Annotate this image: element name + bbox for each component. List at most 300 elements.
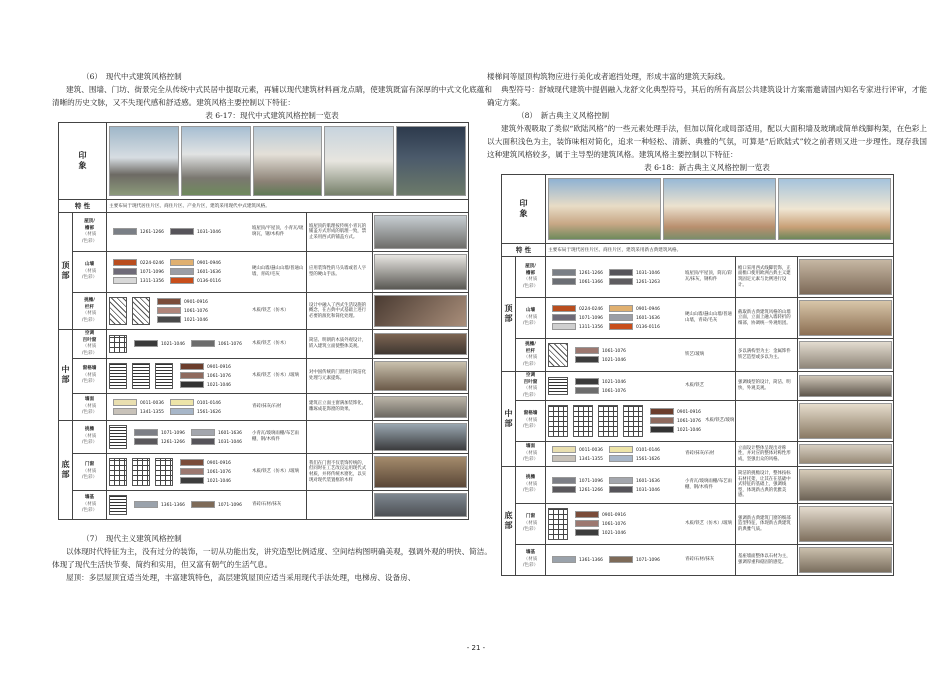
color-swatch — [609, 477, 660, 485]
color-code: 1261-1266 — [579, 487, 603, 493]
color-swatch — [113, 259, 164, 267]
pattern-swatch — [155, 458, 173, 486]
color-code: 0101-0146 — [196, 400, 221, 406]
table-row — [502, 339, 894, 372]
color-code: 1061-1076 — [602, 348, 626, 354]
material-cell — [546, 372, 736, 401]
element-name: 窗格墙 — [523, 411, 538, 417]
element-name: 屋顶/ 檐部 — [525, 264, 536, 276]
impression-photo — [253, 126, 323, 196]
element-name-cell — [516, 298, 546, 339]
color-chip — [650, 426, 674, 433]
pattern-swatch — [132, 297, 150, 325]
section-mid-label: 中 部 — [59, 330, 73, 421]
material-text: 硬山山墙/悬山山墙/普通山墙，青砖/毛灰 — [685, 312, 732, 323]
color-swatches — [157, 298, 248, 324]
continued-paragraph: 楼梯间等屋顶构筑物应进行美化或者遮挡处理，形成丰富的建筑天际线。 — [487, 72, 730, 81]
color-swatches — [180, 363, 248, 389]
note-cell: 强调新古典建筑门窗的细部造型特征，体现新古典建筑的典雅气质。 — [736, 504, 798, 545]
color-code: 1061-1076 — [602, 388, 626, 394]
color-swatch — [650, 417, 701, 425]
element-name-cell — [516, 257, 546, 298]
table-row — [59, 330, 469, 359]
pattern-swatch — [132, 458, 150, 486]
impression-photo — [778, 178, 891, 240]
material-text: 木质/铁艺（仿木） — [252, 341, 289, 347]
impression-photo — [181, 126, 251, 196]
color-swatches — [113, 228, 248, 236]
impression-photo — [663, 178, 776, 240]
example-photo — [799, 469, 892, 501]
table-row — [502, 257, 894, 298]
color-chip — [650, 408, 674, 415]
impression-photo — [396, 126, 466, 196]
color-swatch — [575, 387, 626, 395]
example-photo — [374, 333, 467, 355]
color-swatches — [134, 340, 248, 348]
table-618 — [501, 174, 893, 576]
color-swatch — [170, 268, 221, 276]
sec6-title: （6） 现代中式建筑风格控制 — [82, 72, 182, 81]
table-row — [59, 252, 469, 293]
color-chip — [191, 501, 215, 508]
color-chip — [575, 387, 599, 394]
color-code: 1021-1046 — [602, 531, 626, 536]
color-swatch — [609, 455, 660, 463]
color-chip — [170, 277, 194, 284]
material-cell — [107, 394, 307, 421]
color-chip — [157, 307, 181, 314]
color-swatch — [170, 408, 221, 416]
note-cell — [307, 421, 373, 454]
table-row — [59, 454, 469, 491]
color-swatch — [650, 426, 701, 434]
sec7-paragraph-2: 屋顶：多层屋顶宜适当处理，丰富建筑特色，高层建筑屋顶应适当采用现代手法处理，电梯房、设备房、 — [66, 573, 416, 582]
color-swatch — [650, 408, 701, 416]
pattern-swatch — [109, 425, 127, 449]
pattern-swatch — [548, 377, 568, 395]
color-swatch — [180, 477, 231, 485]
element-name: 墙面 — [84, 397, 95, 403]
color-chip — [180, 381, 204, 388]
impression-photo — [548, 178, 661, 240]
color-code: 0901-0916 — [207, 461, 231, 466]
element-name: 墙基 — [84, 495, 95, 501]
color-chip — [575, 529, 599, 536]
pattern-swatch — [548, 405, 568, 437]
element-sub: （材质 /色彩） — [522, 386, 539, 398]
material-text: 小青瓦/玻璃雨棚/布艺雨棚，钢/木构件 — [252, 431, 299, 442]
section-bottom-label: 底 部 — [502, 467, 516, 576]
example-photo-cell — [798, 504, 894, 545]
element-sub: （材质 /色彩） — [522, 450, 539, 463]
color-chip — [575, 347, 599, 354]
color-chip — [157, 316, 181, 323]
color-chip — [113, 268, 137, 275]
example-photo — [799, 300, 892, 336]
table-row — [59, 213, 469, 252]
example-photo — [799, 341, 892, 369]
color-code: 0901-0916 — [207, 365, 231, 370]
material-text: 坡屋顶/平屋顶，小青瓦/琉璃瓦，钢/木构件 — [252, 226, 304, 237]
impression-photo — [324, 126, 394, 196]
example-photo-cell — [798, 298, 894, 339]
sec6-paragraph: 建筑、围墙、门坊、街景完全从传统中式民居中提取元素，再辅以现代建筑材料画龙点睛，使建筑既富有深厚的中式文化底蕴和清晰的历史文脉，又不失现代感和舒适感。建筑风格主要控制以下特征： — [52, 85, 492, 107]
pattern-swatch — [573, 405, 593, 437]
example-photo-cell — [373, 330, 469, 359]
color-code: 0901-0916 — [184, 300, 208, 305]
color-code: 1071-1096 — [635, 558, 660, 563]
material-cell — [107, 330, 307, 359]
color-chip — [180, 459, 204, 466]
element-sub: （材质 /色彩） — [522, 520, 539, 533]
element-name: 屋顶/ 檐部 — [84, 219, 95, 231]
color-code: 1361-1366 — [161, 503, 185, 508]
example-photo — [799, 547, 892, 573]
color-swatch — [191, 501, 242, 509]
material-text: 小青瓦/玻璃雨棚/布艺雨棚，钢/木构件 — [685, 479, 732, 490]
element-name-cell — [73, 491, 107, 520]
color-chip — [609, 323, 633, 330]
color-code: 1601-1636 — [217, 430, 242, 436]
material-text: 木质/铁艺（仿木）/玻璃 — [252, 373, 299, 379]
color-swatch — [180, 468, 231, 476]
color-swatch — [575, 378, 626, 386]
element-name: 门窗 — [84, 462, 95, 468]
color-swatch — [609, 446, 660, 454]
color-swatch — [157, 298, 208, 306]
table-row — [59, 421, 469, 454]
color-code: 1601-1636 — [635, 478, 660, 484]
note-cell: 对中国传统的门窗进行简洁化处理与元素提炼。 — [307, 359, 373, 394]
color-swatch — [552, 556, 603, 564]
element-name-cell — [516, 339, 546, 372]
color-chip — [575, 511, 599, 518]
table-row — [59, 394, 469, 421]
color-chip — [170, 268, 194, 275]
element-sub: （材质 /色彩） — [81, 403, 98, 416]
color-swatch — [609, 314, 660, 322]
sec7-title: （7） 现代主义建筑风格控制 — [82, 534, 182, 543]
element-sub: （材质 /色彩） — [81, 268, 98, 281]
color-chip — [113, 228, 137, 235]
color-code: 1261-1266 — [140, 230, 164, 235]
color-swatch — [575, 356, 626, 364]
color-swatches — [134, 501, 248, 509]
element-sub: （材质 /色彩） — [81, 311, 98, 323]
element-name: 空调 百叶窗 — [82, 331, 97, 343]
color-swatch — [575, 347, 626, 355]
element-name-cell — [516, 372, 546, 401]
color-chip — [609, 314, 633, 321]
color-swatch — [575, 529, 626, 537]
color-chip — [609, 446, 633, 453]
material-text: 青砖/抹灰/石材 — [252, 404, 282, 410]
symbol-paragraph: 典型符号：舒城现代建筑中提倡融入龙舒文化典型符号，其后的所有高层公共建筑设计方案需邀请国内知名专家进行评审，才能确定方案。 — [487, 85, 927, 107]
color-swatch — [552, 455, 603, 463]
color-code: 1071-1096 — [161, 430, 185, 436]
impression-label: 印 象 — [502, 175, 546, 244]
element-name: 挑檐 — [525, 475, 536, 481]
color-swatch — [180, 363, 231, 371]
color-chip — [552, 455, 576, 462]
example-photo-cell — [373, 293, 469, 330]
color-swatch — [157, 307, 208, 315]
color-swatch — [170, 277, 221, 285]
element-name-cell — [73, 454, 107, 491]
element-name: 山墙 — [84, 262, 95, 268]
element-sub: （材质 /色彩） — [81, 433, 98, 446]
example-photo — [799, 506, 892, 542]
color-code: 0011-0036 — [579, 447, 603, 453]
example-photo — [374, 361, 467, 391]
feature-label: 特 性 — [59, 200, 107, 213]
color-chip — [157, 298, 181, 305]
color-code: 0901-0916 — [677, 410, 701, 415]
color-code: 1021-1046 — [207, 479, 231, 484]
color-chip — [609, 305, 633, 312]
color-chip — [113, 408, 137, 415]
color-code: 0224-0246 — [140, 261, 164, 266]
note-cell: 应用装饰性的马头墙或者人字型的硬山手法。 — [307, 252, 373, 293]
note-cell: 我们在门窗不仅装饰传统的，但同时在工艺改良运用现代式材质，并将传统木窗化，以实现对现代装置框的木样 — [307, 454, 373, 491]
table-618-caption: 表 6-18：新古典主义风格控制一览表 — [644, 163, 770, 172]
color-code: 0101-0146 — [635, 447, 660, 453]
color-code: 1031-1046 — [635, 270, 660, 276]
example-photo-cell — [798, 257, 894, 298]
color-chip — [650, 417, 674, 424]
color-swatch — [180, 381, 231, 389]
color-swatches — [552, 446, 681, 463]
sec7-paragraph-1: 以体现时代特征为主，没有过分的装饰，一切从功能出发，讲究造型比例适度、空间结构图明确美观，强调外观的明快、简洁。体现了现代生活快节奏、简约和实用，但又富有朝气的生活气息。 — [52, 547, 492, 569]
color-chip — [113, 399, 137, 406]
pattern-swatch — [109, 335, 127, 353]
material-cell — [107, 454, 307, 491]
color-swatches — [134, 429, 248, 446]
table-row — [59, 491, 469, 520]
color-swatch — [157, 316, 208, 324]
color-chip — [134, 438, 158, 445]
color-chip — [170, 228, 194, 235]
example-photo — [799, 259, 892, 295]
style-table — [501, 174, 894, 576]
color-code: 1311-1356 — [579, 325, 603, 330]
table-row — [59, 293, 469, 330]
element-name: 挑檐/ 栏杆 — [84, 298, 95, 310]
color-chip — [552, 446, 576, 453]
material-text: 木质/铁艺 — [685, 383, 705, 389]
note-cell: 立面设计整体呈现出对称性，并对应的整体对称性形成，坚强出众的风格。 — [736, 442, 798, 467]
element-name-cell — [516, 467, 546, 504]
element-name: 空调 百叶窗 — [523, 373, 538, 385]
color-swatch — [191, 340, 242, 348]
color-swatches — [113, 399, 248, 416]
color-code: 1071-1096 — [217, 503, 242, 508]
material-cell — [546, 298, 736, 339]
table-617-caption: 表 6-17：现代中式建筑风格控制一览表 — [205, 111, 339, 120]
color-code: 1061-1076 — [207, 470, 231, 475]
note-cell: 强调线型的设计，简洁、明快，外观美观。 — [736, 372, 798, 401]
color-swatch — [609, 278, 660, 286]
color-chip — [609, 278, 633, 285]
color-chip — [134, 340, 158, 347]
section-top-label: 顶 部 — [502, 257, 516, 372]
color-chip — [180, 468, 204, 475]
pattern-swatch — [548, 508, 568, 540]
impression-images — [546, 175, 894, 244]
color-code: 1601-1636 — [196, 270, 221, 275]
color-swatch — [170, 259, 221, 267]
example-photo-cell — [373, 491, 469, 520]
element-name: 墙面 — [525, 444, 536, 450]
note-cell — [736, 401, 798, 442]
example-photo-cell — [373, 359, 469, 394]
element-name: 墙基 — [525, 550, 536, 556]
color-chip — [552, 269, 576, 276]
element-sub: （材质 /色彩） — [522, 277, 539, 289]
element-name-cell — [73, 330, 107, 359]
color-swatch — [575, 511, 626, 519]
color-swatch — [113, 408, 164, 416]
note-cell: 截取新古典建筑风格的山墙立面，立面上融入墙转折的细部，协调统一外观组团。 — [736, 298, 798, 339]
material-text: 铁艺/玻璃 — [685, 352, 705, 358]
color-code: 0901-0916 — [602, 513, 626, 518]
color-code: 1061-1076 — [602, 522, 626, 527]
color-code: 0136-0116 — [635, 325, 660, 330]
color-code: 0901-0946 — [196, 261, 221, 266]
color-code: 1031-1046 — [217, 439, 242, 445]
element-sub: （材质 /色彩） — [81, 232, 98, 244]
color-swatch — [134, 438, 185, 446]
example-photo-cell — [798, 442, 894, 467]
color-swatch — [191, 429, 242, 437]
pattern-swatch — [548, 343, 568, 367]
left-column — [52, 0, 492, 673]
color-swatch — [134, 501, 185, 509]
example-photo-cell — [373, 213, 469, 252]
table-row — [502, 298, 894, 339]
color-code: 1061-1076 — [677, 419, 701, 424]
table-row — [502, 545, 894, 576]
right-column — [487, 0, 927, 673]
table-row — [59, 359, 469, 394]
element-sub: （材质 /色彩） — [81, 501, 98, 514]
impression-photo — [109, 126, 179, 196]
color-chip — [191, 340, 215, 347]
color-swatch — [180, 459, 231, 467]
material-cell — [546, 545, 736, 576]
pattern-swatch — [132, 363, 150, 389]
example-photo-cell — [373, 454, 469, 491]
color-swatches — [113, 259, 248, 285]
material-text: 木质/铁艺（仿木）/玻璃 — [252, 469, 299, 475]
example-photo — [374, 423, 467, 451]
color-swatch — [609, 269, 660, 277]
color-code: 1341-1355 — [579, 456, 603, 462]
style-table — [58, 122, 469, 520]
note-cell: 简洁的挑檐设计，整体按标石材托架，让其在在基础中式特征的基础上，强调线型，体现新古典的优雅美感。 — [736, 467, 798, 504]
color-code: 1071-1096 — [579, 316, 603, 321]
note-cell: 檐口采用西式线脚装饰，正面檐口使用欧洲古典主义建筑固定元素与比例进行设计。 — [736, 257, 798, 298]
color-chip — [170, 399, 194, 406]
color-chip — [609, 269, 633, 276]
section-bottom-label: 底 部 — [59, 421, 73, 520]
element-name-cell — [516, 401, 546, 442]
element-sub: （材质 /色彩） — [522, 355, 539, 367]
color-code: 1311-1356 — [140, 279, 164, 284]
material-text: 青砖/抹灰/石材 — [685, 451, 715, 457]
color-code: 0011-0036 — [140, 400, 164, 406]
color-chip — [170, 259, 194, 266]
example-photo — [799, 375, 892, 397]
element-name: 挑檐/ 栏杆 — [525, 342, 536, 354]
color-swatches — [552, 305, 681, 331]
element-name-cell — [73, 394, 107, 421]
color-chip — [170, 408, 194, 415]
element-sub: （材质 /色彩） — [522, 314, 539, 327]
element-name-cell — [516, 504, 546, 545]
color-code: 1021-1046 — [677, 428, 701, 433]
color-chip — [552, 486, 576, 493]
table-row — [502, 442, 894, 467]
color-swatch — [113, 399, 164, 407]
color-swatches — [575, 347, 681, 364]
note-cell — [307, 491, 373, 520]
material-cell — [546, 401, 736, 442]
color-code: 1561-1626 — [196, 409, 221, 415]
note-cell: 基座墙面整体以石材为主，强调厚重和稳固的感觉。 — [736, 545, 798, 576]
section-mid-label: 中 部 — [502, 372, 516, 467]
color-code: 1341-1355 — [140, 409, 164, 415]
table-row — [502, 504, 894, 545]
material-text: 坡屋顶/平屋顶，筒瓦/彩瓦/抹灰，钢构件 — [685, 271, 732, 282]
element-name-cell — [516, 442, 546, 467]
note-cell: 多以满构型为主：金属饰件铁艺造型或多以为主。 — [736, 339, 798, 372]
element-name: 窗格墙 — [82, 366, 97, 372]
material-text: 木质/铁艺/玻璃 — [704, 418, 735, 424]
color-chip — [552, 278, 576, 285]
color-code: 1021-1046 — [602, 357, 626, 363]
color-chip — [134, 429, 158, 436]
color-chip — [552, 305, 576, 312]
color-code: 1031-1046 — [196, 230, 221, 235]
note-cell: 设计中融入了西式生活设施的概念，在古典中式基础上进行必要的演化和简化处理。 — [307, 293, 373, 330]
material-cell — [546, 257, 736, 298]
note-cell: 建筑正立面主窗满加装饰化，雕琢成花饰窗的效果。 — [307, 394, 373, 421]
page-number: - 21 - — [466, 644, 486, 652]
color-swatches — [552, 556, 681, 564]
color-swatches — [552, 477, 681, 494]
feature-label: 特 性 — [502, 244, 546, 257]
color-code: 0901-0946 — [635, 307, 660, 312]
color-chip — [180, 477, 204, 484]
sec8-paragraph: 建筑外观吸取了类似“欧陆风格”的一些元素处理手法，但加以简化或局部适用，配以大面积墙及玻璃或简单线脚构架，在色彩上以大面积浅色为主，装饰味相对简化，追求一种轻松、清新、典雅的气氛，可算是“后欧陆式”较之前者则又进一步理性。现存我国这种建筑风格较多，属于主导型的建筑风格。建筑风格主要控制以下特征： — [487, 124, 927, 159]
example-photo — [374, 295, 467, 327]
color-swatch — [113, 268, 164, 276]
section-top-label: 顶 部 — [59, 213, 73, 330]
color-chip — [180, 372, 204, 379]
color-chip — [609, 486, 633, 493]
element-name-cell — [73, 213, 107, 252]
color-code: 1061-1076 — [184, 309, 208, 314]
color-code: 1021-1046 — [207, 383, 231, 388]
color-swatches — [650, 408, 701, 434]
element-name-cell — [516, 545, 546, 576]
material-text: 青砖/石材/抹灰 — [252, 502, 282, 508]
pattern-swatch — [109, 495, 127, 515]
color-chip — [191, 429, 215, 436]
sec8-title: （8） 新古典主义风格控制 — [517, 111, 610, 120]
